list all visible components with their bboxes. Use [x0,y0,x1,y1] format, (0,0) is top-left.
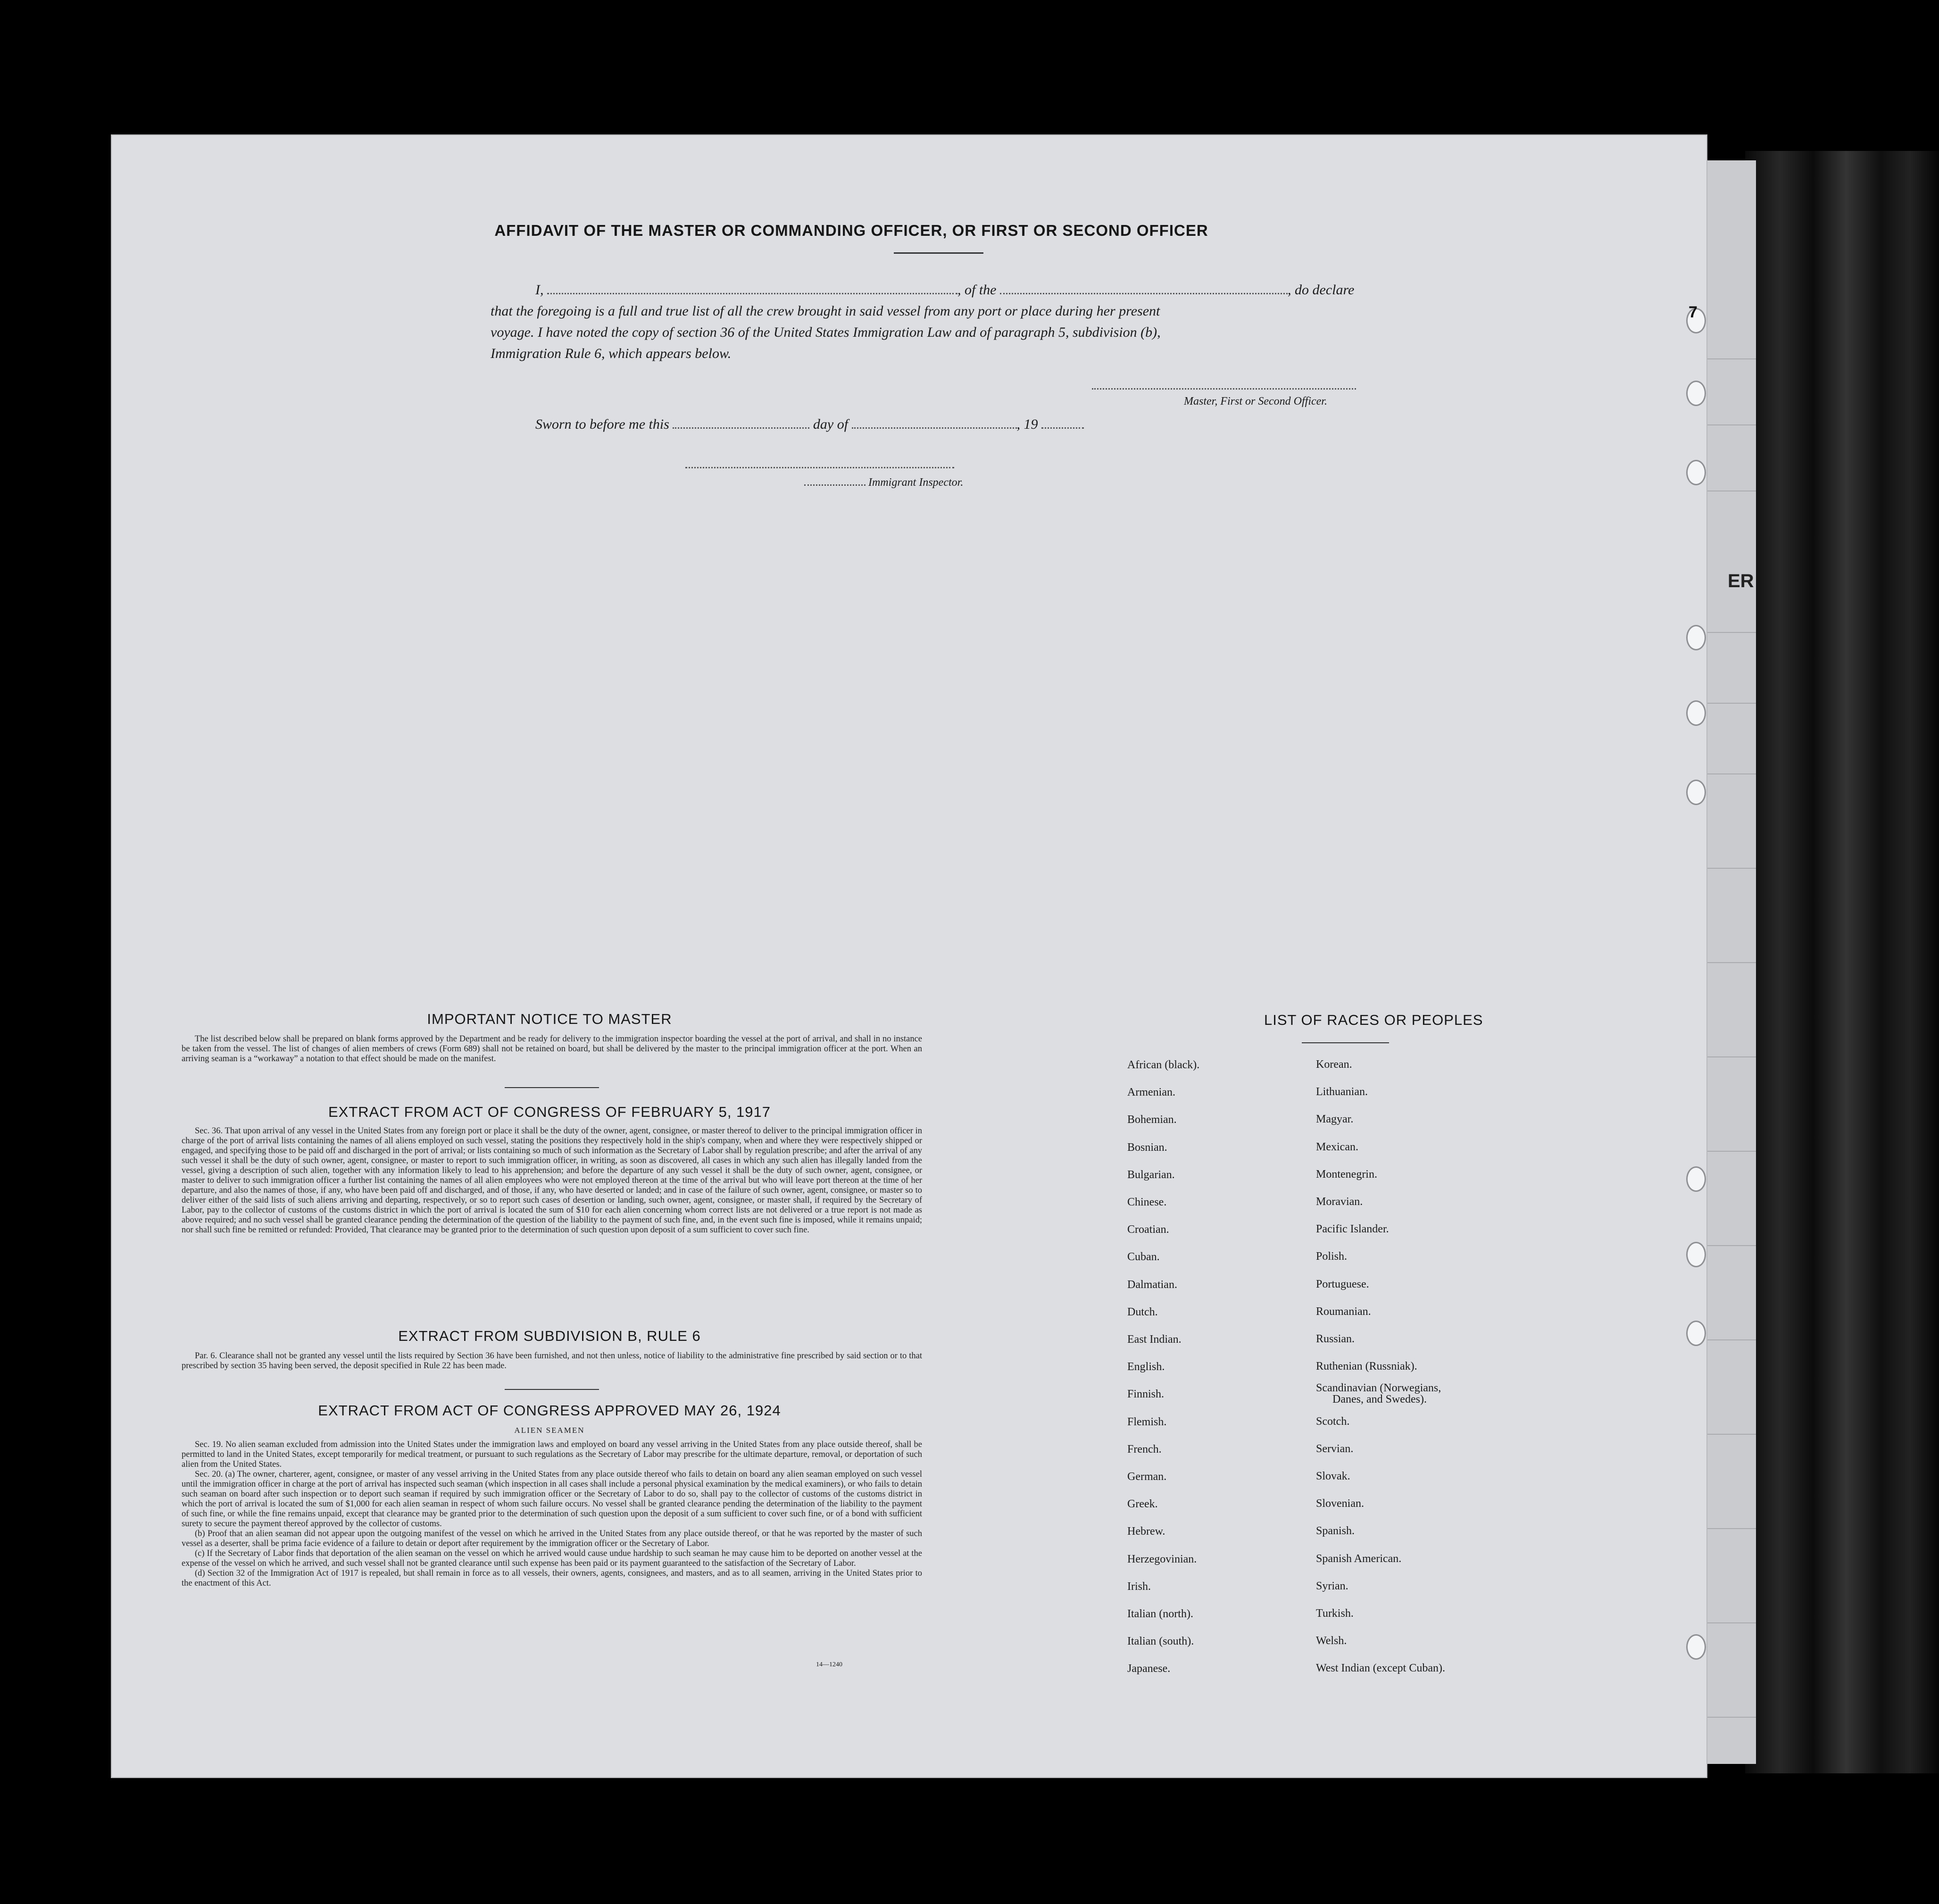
year-label: , 19 [1016,416,1038,432]
extract-1917-title: EXTRACT FROM ACT OF CONGRESS OF FEBRUARY 5, 1917 [328,1104,771,1120]
race-item: Montenegrin. [1316,1168,1377,1181]
race-item: African (black). [1127,1059,1200,1071]
name-blank [547,283,957,294]
race-item: Chinese. [1127,1196,1167,1208]
extract-1924-title: EXTRACT FROM ACT OF CONGRESS APPROVED MAY 26, 1924 [318,1402,781,1419]
notice-rule [505,1087,599,1088]
notice-title: IMPORTANT NOTICE TO MASTER [427,1011,672,1027]
binder-hole [1686,1321,1706,1346]
race-item: Herzegovinian. [1127,1553,1197,1565]
vessel-blank [1000,283,1288,294]
affidavit-line-4: Immigration Rule 6, which appears below. [491,346,732,361]
race-item: Japanese. [1127,1663,1171,1675]
race-item: Dutch. [1127,1305,1158,1318]
race-item: Irish. [1127,1580,1151,1593]
affidavit-line-1 [535,282,1354,298]
race-item: Bulgarian. [1127,1168,1175,1181]
year-blank [1041,418,1084,429]
sec-20-a: Sec. 20. (a) The owner, charterer, agent, consignee, or master of any vessel arriving in the United States from any place outside thereof who fails to detain on board any alien seaman employed on such vessel until the immigration officer in charge at the port of arrival has inspected such seaman (which inspection in all cases shall include a personal physical examination by the medical examiners), or who fails to detain such seaman on board after such inspection or to deport such seaman if required by such immigration officer or the Secretary of Labor to do so, shall pay to the collector of customs of the customs district in which the port of arrival is located the sum of $1,000 for each alien seaman in respect of whom such failure occurs. No vessel shall be granted clearance pending the determination of the liability to the payment of such fine, or while the fine remains unpaid, except that clearance may be granted prior to the determination of such question upon the deposit of a sum sufficient to cover such fine, or of a bond with sufficient surety to secure the payment thereof approved by the collector of customs. [182,1470,922,1529]
race-item: Greek. [1127,1498,1158,1511]
race-item: Scotch. [1316,1415,1350,1428]
race-item: Croatian. [1127,1223,1169,1236]
race-item: Korean. [1316,1058,1352,1071]
declare-label: , do declare [1288,282,1355,298]
race-item: Armenian. [1127,1086,1175,1099]
rule6-body: Par. 6. Clearance shall not be granted any vessel until the lists required by Section 36 have been furnished, and not then unless, notice of liability to the administrative fine prescribed by said section or to that prescribed by section 35 having been served, the deposit specified in Rule 22 has been made. [182,1351,922,1371]
scan-background-edge [1745,151,1939,1773]
affidavit-i: I, [535,282,544,298]
inspector-signature-line [685,467,954,468]
race-item: Hebrew. [1127,1525,1165,1538]
rule6-rule [505,1389,599,1390]
race-item: Finnish. [1127,1388,1165,1401]
binder-hole [1686,1166,1706,1192]
race-item: Bohemian. [1127,1114,1177,1126]
race-item: Welsh. [1316,1635,1347,1647]
binder-hole [1686,780,1706,805]
race-item: Turkish. [1316,1607,1354,1620]
races-rule [1302,1042,1389,1043]
race-item: Scandinavian (Norwegians, [1316,1382,1441,1395]
races-title: LIST OF RACES OR PEOPLES [1264,1012,1483,1028]
extract-1917-body: Sec. 36. That upon arrival of any vessel in the United States from any foreign port or place it shall be the duty of the owner, agent, consignee, or master thereof to deliver to the principal immigration officer in charge of the port of arrival lists containing the names of all aliens employed on such vessel, stating the positions they respectively hold in the ship's company, when and where they were respectively shipped or engaged, and specifying those to be paid off and discharged in the port of arrival; or lists containing so much of such information as the Secretary of Labor shall by regulation prescribe; and after the arrival of any such vessel it shall be the duty of such owner, agent, consignee, or master to report to such immigration officer, in writing, as soon as discovered, all cases in which any such alien has illegally landed from the vessel, giving a description of such alien, together with any information likely to lead to his apprehension; and before the departure of any such vessel it shall be the duty of such owner, agent, consignee, or master to deliver to such immigration officer a further list containing the names of all alien employees who were not employed thereon at the time of the arrival but who will leave port thereon at the time of her departure, and also the names of those, if any, who have been paid off and discharged, and of those, if any, who have deserted or landed; and in case of the failure of such owner, agent, consignee, or master so to deliver either of the said lists of such aliens arriving and departing, respectively, or so to report such cases of desertion or landing, such owner, agent, consignee, or master shall, if required by the Secretary of Labor, pay to the collector of customs of the customs district in which the port of arrival is located the sum of $10 for each alien concerning whom correct lists are not delivered or a true report is not made as above required; and no such vessel shall be granted clearance pending the determination of the question of the liability to the payment of such fine, and, in the event such fine is imposed, while it remains unpaid; nor shall such fine be remitted or refunded: Provided, That clearance may be granted prior to the determination of such question upon deposit of a sum sufficient to cover such fine. [182,1126,922,1235]
sec-20-b: (b) Proof that an alien seaman did not appear upon the outgoing manifest of the vessel on which he arrived in the United States from any place outside thereof, or that he was reported by the master of such vessel as a deserter, shall be prima facie evidence of a failure to detain or deport after requirement by the immigration officer or the Secretary of Labor. [182,1529,922,1548]
race-item: German. [1127,1471,1167,1483]
rule6-title: EXTRACT FROM SUBDIVISION B, RULE 6 [398,1328,701,1344]
binder-hole [1686,625,1706,650]
race-item: Spanish American. [1316,1552,1402,1565]
race-item: Italian (south). [1127,1635,1194,1648]
race-item: Lithuanian. [1316,1086,1368,1098]
page-number: 7 [1689,303,1698,321]
of-the-label: , of the [957,282,997,298]
race-item: East Indian. [1127,1333,1182,1346]
binder-hole [1686,1242,1706,1267]
binder-hole [1686,1634,1706,1660]
race-item: French. [1127,1443,1162,1455]
master-signature-label: Master, First or Second Officer. [1184,395,1327,407]
title-rule [894,252,983,254]
race-item: Pacific Islander. [1316,1223,1389,1236]
inspector-label: Immigrant Inspector. [804,476,963,489]
race-item: Moravian. [1316,1196,1363,1208]
race-item: Dalmatian. [1127,1278,1177,1291]
edge-stamp: ER [1728,571,1754,591]
binder-hole [1686,700,1706,726]
form-number: 14—1240 [816,1661,842,1668]
race-item: Mexican. [1316,1140,1358,1153]
extract-1924-body [182,1440,922,1588]
race-item: Magyar. [1316,1113,1354,1126]
race-item: Russian. [1316,1333,1355,1345]
notice-body: The list described below shall be prepared on blank forms approved by the Department and be ready for delivery to the immigration inspector boarding the vessel at the port of arrival, and shall in no instance be taken from the vessel. The list of changes of alien members of crews (Form 689) shall not be retained on board, but shall be delivered by the master to the principal immigration officer at the port. When an arriving seaman is a “workaway” a notation to that effect should be made on the manifest. [182,1034,922,1064]
race-item: Roumanian. [1316,1305,1371,1318]
race-item-continuation: Danes, and Swedes). [1332,1393,1427,1406]
sworn-line [535,416,1084,432]
sec-19: Sec. 19. No alien seaman excluded from admission into the United States under the immigration laws and employed on board any vessel arriving in the United States from any place outside thereof, shall be permitted to land in the United States, except temporarily for medical treatment, or pursuant to such regulations as the Secretary of Labor may prescribe for the ultimate departure, removal, or deportation of such alien from the United States. [182,1440,922,1469]
day-of-label: day of [813,416,849,432]
race-item: Servian. [1316,1442,1354,1455]
race-item: Slovak. [1316,1470,1350,1482]
sec-20-d: (d) Section 32 of the Immigration Act of 1917 is repealed, but shall remain in force as to all vessels, their owners, agents, consignees, and masters, and as to all seamen, arriving in the United States prior to the enactment of this Act. [182,1569,922,1588]
binder-hole [1686,381,1706,406]
binder-hole [1686,460,1706,485]
race-item: Ruthenian (Russniak). [1316,1360,1417,1373]
sworn-label: Sworn to before me this [535,416,669,432]
race-item: Cuban. [1127,1251,1160,1264]
race-item: Spanish. [1316,1525,1355,1538]
race-item: Portuguese. [1316,1278,1369,1290]
sec-20-c: (c) If the Secretary of Labor finds that deportation of the alien seaman on the vessel on which he arrived would cause undue hardship to such seaman he may cause him to be deported on another vessel at the expense of the vessel on which he arrived, and such vessel shall not be granted clearance until such expense has been paid or its payment guaranteed to the satisfaction of the Secretary of Labor. [182,1549,922,1568]
day-blank [673,418,809,429]
affidavit-line-3: voyage. I have noted the copy of section 36 of the United States Immigration Law and of paragraph 5, subdivision (b), [491,324,1161,340]
race-item: Slovenian. [1316,1497,1364,1510]
race-item: West Indian (except Cuban). [1316,1662,1445,1675]
race-item: Flemish. [1127,1415,1167,1428]
race-item: Italian (north). [1127,1608,1193,1620]
affidavit-title: AFFIDAVIT OF THE MASTER OR COMMANDING OFFICER, OR FIRST OR SECOND OFFICER [494,222,1208,239]
race-item: Syrian. [1316,1580,1348,1592]
master-signature-line [1092,388,1356,390]
form-page [111,134,1707,1778]
alien-seamen-subtitle: ALIEN SEAMEN [514,1426,585,1435]
race-item: Polish. [1316,1250,1348,1263]
race-item: Bosnian. [1127,1141,1167,1154]
race-item: English. [1127,1361,1165,1373]
affidavit-line-2: that the foregoing is a full and true list of all the crew brought in said vessel from any port or place during her present [491,303,1160,319]
month-blank [852,418,1017,429]
